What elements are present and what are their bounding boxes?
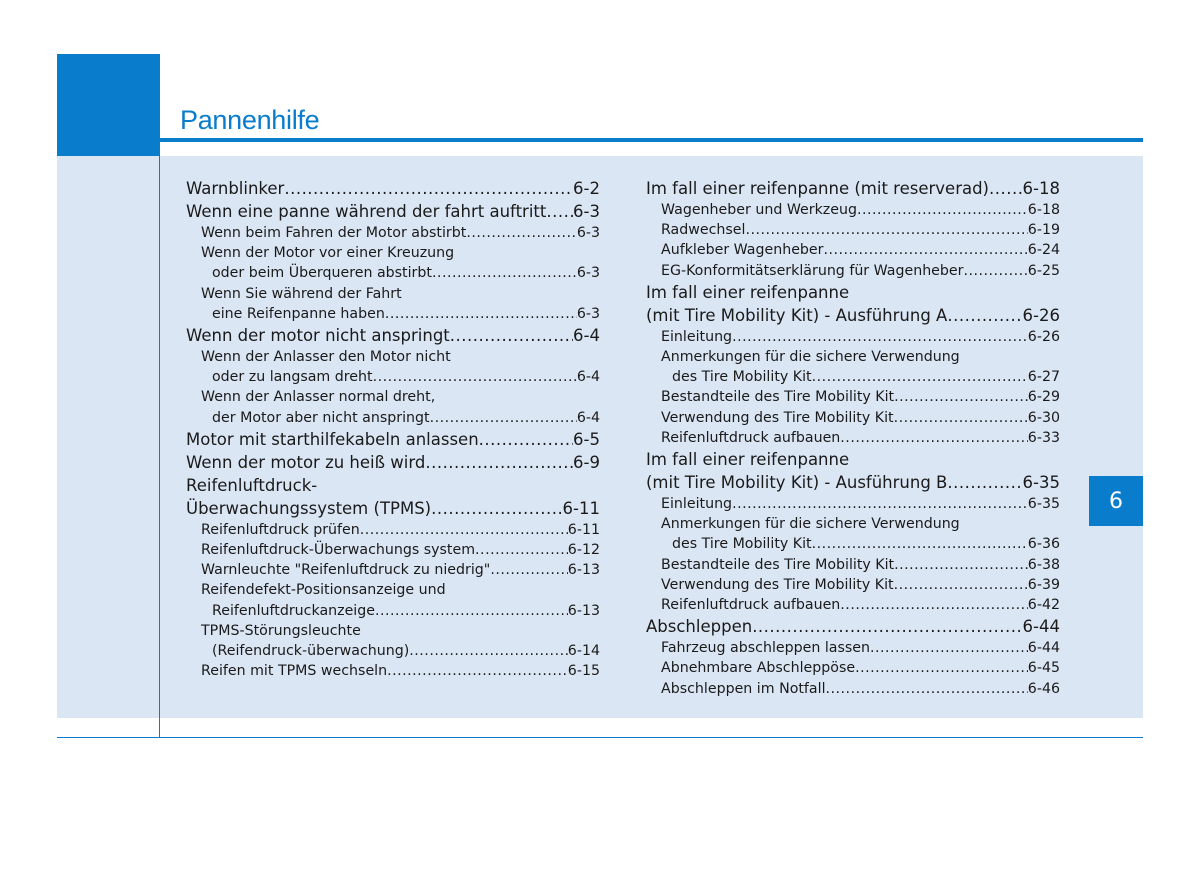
toc-subsection-entry[interactable] xyxy=(646,428,1060,448)
dot-leader xyxy=(855,658,1028,678)
toc-page-number: 6-46 xyxy=(1027,680,1060,697)
dot-leader xyxy=(857,200,1028,220)
toc-page-number: 6-3 xyxy=(576,225,600,241)
toc-page-number: 6-44 xyxy=(1022,617,1060,637)
toc-entry-title: Abnehmbare Abschleppöse xyxy=(661,660,856,677)
toc-page-number: 6-14 xyxy=(567,643,600,660)
toc-entry-title: Warnblinker xyxy=(186,179,285,198)
toc-subsection-entry[interactable] xyxy=(186,520,600,540)
toc-section-entry[interactable] xyxy=(186,177,600,200)
title-underline xyxy=(160,138,1143,142)
dot-leader xyxy=(947,471,1022,494)
toc-subsection-entry[interactable] xyxy=(646,200,1060,220)
toc-page-number: 6-27 xyxy=(1027,369,1060,386)
toc-page-number: 6-19 xyxy=(1027,222,1060,239)
toc-entry-title: Wenn beim Fahren der Motor abstirbt xyxy=(201,225,467,241)
toc-entry-title: Wenn der Anlasser den Motor nicht xyxy=(201,349,451,366)
toc-page-number: 6-33 xyxy=(1027,429,1060,446)
toc-page-number: 6-30 xyxy=(1027,409,1060,426)
toc-entry-title: Wenn Sie während der Fahrt xyxy=(201,285,402,302)
toc-entry-title: Reifenluftdruck- xyxy=(186,475,318,495)
dot-leader xyxy=(823,240,1027,260)
toc-entry-title: (mit Tire Mobility Kit) - Ausführung B xyxy=(646,473,948,493)
toc-page-number: 6-38 xyxy=(1027,556,1060,573)
toc-page-number: 6-18 xyxy=(1027,202,1060,218)
toc-page-number: 6-24 xyxy=(1027,242,1060,259)
toc-subsection-entry[interactable] xyxy=(646,658,1060,678)
toc-entry-title: (mit Tire Mobility Kit) - Ausführung A xyxy=(646,305,948,325)
toc-page-number: 6-29 xyxy=(1027,389,1060,406)
toc-column-right xyxy=(646,177,1060,699)
toc-page-number: 6-4 xyxy=(573,326,600,346)
toc-subsection-entry xyxy=(186,284,600,304)
toc-subsection-entry[interactable] xyxy=(646,575,1060,595)
toc-entry-title: TPMS-Störungsleuchte xyxy=(201,622,361,639)
toc-subsection-entry xyxy=(186,243,600,263)
dot-leader xyxy=(812,367,1028,387)
toc-page-number: 6-45 xyxy=(1027,660,1060,677)
toc-subsection-entry xyxy=(186,580,600,600)
dot-leader xyxy=(409,641,568,661)
toc-entry-title: Reifenluftdruck aufbauen xyxy=(661,429,841,446)
toc-section-entry xyxy=(646,281,1060,304)
toc-subsection-entry[interactable] xyxy=(186,223,600,243)
toc-entry-title: Wagenheber und Werkzeug xyxy=(661,202,857,218)
toc-subsection-entry[interactable] xyxy=(186,263,600,283)
dot-leader xyxy=(373,367,577,387)
toc-entry-title: Reifenluftdruckanzeige xyxy=(212,602,375,619)
toc-entry-title: Bestandteile des Tire Mobility Kit xyxy=(661,556,895,573)
toc-entry-title: Fahrzeug abschleppen lassen xyxy=(661,640,870,657)
toc-page-number: 6-11 xyxy=(562,498,600,518)
toc-entry-title: Reifenluftdruck-Überwachungs system xyxy=(201,542,476,559)
toc-subsection-entry xyxy=(646,514,1060,534)
toc-entry-title: Wenn der motor zu heiß wird xyxy=(186,452,426,472)
dot-leader xyxy=(812,534,1028,554)
dot-leader xyxy=(479,428,573,451)
toc-page-number: 6-39 xyxy=(1027,576,1060,593)
toc-page-number: 6-4 xyxy=(576,409,600,426)
toc-page-number: 6-4 xyxy=(576,369,600,386)
dot-leader xyxy=(284,177,573,200)
dot-leader xyxy=(466,223,577,243)
toc-entry-title: eine Reifenpanne haben xyxy=(212,305,385,322)
toc-section-entry[interactable] xyxy=(186,497,600,520)
toc-subsection-entry xyxy=(186,621,600,641)
dot-leader xyxy=(430,408,577,428)
toc-subsection-entry[interactable] xyxy=(646,240,1060,260)
toc-entry-title: Aufkleber Wagenheber xyxy=(661,242,824,259)
toc-column-left xyxy=(186,177,600,681)
dot-leader xyxy=(894,387,1028,407)
dot-leader xyxy=(475,540,568,560)
toc-page-number: 6-2 xyxy=(573,179,600,198)
toc-page-number: 6-35 xyxy=(1022,473,1060,493)
toc-subsection-entry[interactable] xyxy=(646,494,1060,514)
toc-entry-title: Anmerkungen für die sichere Verwendung xyxy=(661,516,960,533)
dot-leader xyxy=(450,324,573,347)
toc-subsection-entry[interactable] xyxy=(186,641,600,661)
toc-page-number: 6-3 xyxy=(576,305,600,322)
dot-leader xyxy=(546,200,573,223)
dot-leader xyxy=(375,601,568,621)
toc-page-number: 6-25 xyxy=(1027,262,1060,279)
dot-leader xyxy=(894,408,1028,428)
toc-entry-title: Reifenluftdruck aufbauen xyxy=(661,597,841,614)
toc-page-number: 6-13 xyxy=(567,602,600,619)
toc-page-number: 6-9 xyxy=(573,452,600,472)
toc-entry-title: Einleitung xyxy=(661,496,733,513)
toc-subsection-entry[interactable] xyxy=(646,408,1060,428)
chapter-color-block xyxy=(57,54,160,156)
dot-leader xyxy=(732,494,1028,514)
toc-entry-title: Wenn eine panne während der fahrt auftritt xyxy=(186,202,547,221)
toc-entry-title: Wenn der Motor vor einer Kreuzung xyxy=(201,245,455,262)
dot-leader xyxy=(385,304,577,324)
toc-entry-title: des Tire Mobility Kit xyxy=(672,369,812,386)
toc-subsection-entry[interactable] xyxy=(646,220,1060,240)
dot-leader xyxy=(870,638,1028,658)
toc-entry-title: Warnleuchte "Reifenluftdruck zu niedrig" xyxy=(201,562,491,579)
toc-page-number: 6-15 xyxy=(567,663,600,680)
toc-subsection-entry[interactable] xyxy=(646,679,1060,699)
toc-section-entry[interactable] xyxy=(186,451,600,474)
toc-subsection-entry[interactable] xyxy=(186,560,600,580)
dot-leader xyxy=(432,263,577,283)
dot-leader xyxy=(894,575,1028,595)
toc-subsection-entry xyxy=(186,347,600,367)
toc-entry-title: Reifen mit TPMS wechseln xyxy=(201,663,388,680)
toc-subsection-entry[interactable] xyxy=(186,367,600,387)
toc-page-number: 6-3 xyxy=(573,202,600,221)
toc-section-entry[interactable] xyxy=(646,471,1060,494)
toc-entry-title: Abschleppen im Notfall xyxy=(661,680,826,697)
dot-leader xyxy=(840,595,1028,615)
dot-leader xyxy=(840,428,1028,448)
dot-leader xyxy=(745,220,1027,240)
toc-subsection-entry[interactable] xyxy=(646,595,1060,615)
toc-section-entry xyxy=(646,448,1060,471)
toc-page-number: 6-11 xyxy=(567,521,600,538)
toc-section-entry[interactable] xyxy=(646,177,1060,200)
toc-page-number: 6-42 xyxy=(1027,597,1060,614)
toc-subsection-entry[interactable] xyxy=(646,638,1060,658)
dot-leader xyxy=(387,661,568,681)
toc-subsection-entry[interactable] xyxy=(186,661,600,681)
toc-entry-title: Wenn der Anlasser normal dreht, xyxy=(201,389,436,406)
toc-page-number: 6-44 xyxy=(1027,640,1060,657)
page-title: Pannenhilfe xyxy=(180,105,320,135)
toc-subsection-entry[interactable] xyxy=(646,387,1060,407)
toc-page-number: 6-26 xyxy=(1027,328,1060,345)
margin-rule xyxy=(159,54,160,738)
toc-section-entry[interactable] xyxy=(646,615,1060,638)
toc-entry-title: Im fall einer reifenpanne xyxy=(646,450,850,470)
dot-leader xyxy=(490,560,567,580)
toc-entry-title: Motor mit starthilfekabeln anlassen xyxy=(186,429,479,449)
toc-page-number: 6-35 xyxy=(1027,496,1060,513)
dot-leader xyxy=(732,327,1028,347)
toc-page-number: 6-12 xyxy=(567,542,600,559)
toc-section-entry xyxy=(186,474,600,497)
toc-page-number: 6-18 xyxy=(1022,179,1060,198)
dot-leader xyxy=(752,615,1022,638)
toc-entry-title: Einleitung xyxy=(661,328,733,345)
toc-entry-title: Wenn der motor nicht anspringt xyxy=(186,326,450,346)
footer-rule xyxy=(57,737,1143,738)
toc-entry-title: Verwendung des Tire Mobility Kit xyxy=(661,409,894,426)
dot-leader xyxy=(425,451,573,474)
toc-subsection-entry[interactable] xyxy=(646,261,1060,281)
toc-subsection-entry[interactable] xyxy=(646,534,1060,554)
toc-subsection-entry[interactable] xyxy=(186,408,600,428)
toc-entry-title: oder zu langsam dreht xyxy=(212,369,373,386)
toc-entry-title: EG-Konformitätserklärung für Wagenheber xyxy=(661,262,964,279)
toc-section-entry[interactable] xyxy=(646,304,1060,327)
toc-entry-title: oder beim Überqueren abstirbt xyxy=(212,265,432,282)
toc-page-number: 6-36 xyxy=(1027,536,1060,553)
toc-page-number: 6-3 xyxy=(576,265,600,282)
dot-leader xyxy=(989,177,1023,200)
toc-entry-title: Abschleppen xyxy=(646,617,753,637)
dot-leader xyxy=(947,304,1022,327)
chapter-tab[interactable]: 6 xyxy=(1089,476,1143,526)
toc-section-entry[interactable] xyxy=(186,428,600,451)
toc-subsection-entry[interactable] xyxy=(646,327,1060,347)
toc-subsection-entry[interactable] xyxy=(186,304,600,324)
toc-entry-title: der Motor aber nicht anspringt xyxy=(212,409,430,426)
dot-leader xyxy=(360,520,568,540)
toc-entry-title: Im fall einer reifenpanne xyxy=(646,282,850,302)
toc-subsection-entry xyxy=(186,387,600,407)
toc-entry-title: Bestandteile des Tire Mobility Kit xyxy=(661,389,895,406)
toc-entry-title: Überwachungssystem (TPMS) xyxy=(186,498,432,518)
toc-subsection-entry[interactable] xyxy=(646,555,1060,575)
toc-entry-title: Verwendung des Tire Mobility Kit xyxy=(661,576,894,593)
toc-subsection-entry[interactable] xyxy=(646,367,1060,387)
toc-subsection-entry xyxy=(646,347,1060,367)
toc-subsection-entry[interactable] xyxy=(186,601,600,621)
toc-entry-title: Reifenluftdruck prüfen xyxy=(201,521,360,538)
toc-subsection-entry[interactable] xyxy=(186,540,600,560)
toc-page-number: 6-5 xyxy=(573,429,600,449)
toc-entry-title: Radwechsel xyxy=(661,222,746,239)
toc-entry-title: Reifendefekt-Positionsanzeige und xyxy=(201,582,446,599)
toc-entry-title: Anmerkungen für die sichere Verwendung xyxy=(661,349,960,366)
dot-leader xyxy=(894,555,1028,575)
toc-entry-title: (Reifendruck-überwachung) xyxy=(212,643,410,660)
toc-page-number: 6-26 xyxy=(1022,305,1060,325)
dot-leader xyxy=(826,679,1028,699)
dot-leader xyxy=(431,497,562,520)
toc-section-entry[interactable] xyxy=(186,200,600,223)
toc-entry-title: Im fall einer reifenpanne (mit reserverad) xyxy=(646,179,989,198)
dot-leader xyxy=(963,261,1027,281)
toc-entry-title: des Tire Mobility Kit xyxy=(672,536,812,553)
toc-section-entry[interactable] xyxy=(186,324,600,347)
toc-page-number: 6-13 xyxy=(567,562,600,579)
